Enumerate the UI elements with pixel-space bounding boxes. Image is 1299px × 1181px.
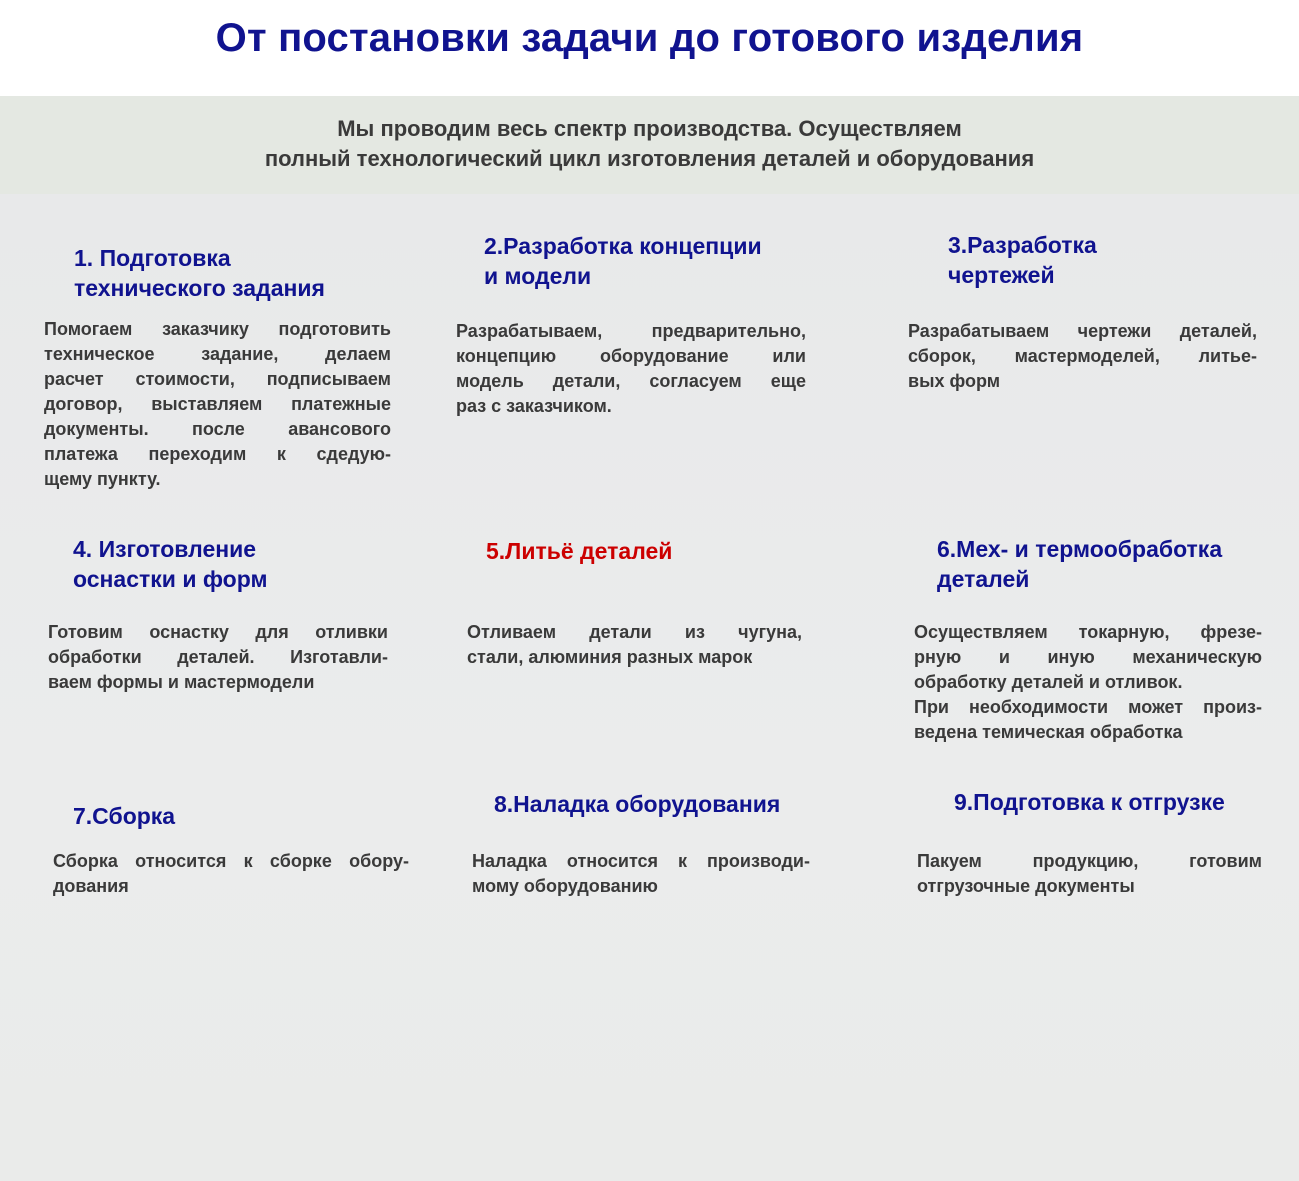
step-title-line: 9.Подготовка к отгрузке — [954, 789, 1225, 815]
step-text-line: Отливаем детали из чугуна, — [467, 622, 802, 642]
step-title-line: 7.Сборка — [73, 803, 176, 829]
step-1-text — [44, 317, 391, 492]
step-text-line: платежа переходим к сдедую- — [44, 444, 391, 464]
page-title: От постановки задачи до готового изделия — [215, 16, 1084, 60]
step-text-line: ведена темическая обработка — [914, 722, 1183, 742]
step-text-line: Разрабатываем чертежи деталей, — [908, 321, 1257, 341]
step-text-line: раз с заказчиком. — [456, 396, 612, 416]
step-text-line: расчет стоимости, подписываем — [44, 369, 391, 389]
step-title-line: 1. Подготовка — [74, 245, 231, 271]
step-6-text — [914, 620, 1262, 745]
step-text-line: концепцию оборудование или — [456, 346, 806, 366]
step-3-title — [948, 230, 1097, 290]
step-title-line: 5.Литьё деталей — [486, 538, 673, 564]
intro-text — [0, 114, 1299, 174]
step-text-line: сборок, мастермоделей, литье- — [908, 346, 1257, 366]
step-text-line: договор, выставляем платежные — [44, 394, 391, 414]
step-title-line: чертежей — [948, 262, 1055, 288]
step-7-title — [73, 801, 175, 831]
intro-line: полный технологический цикл изготовления деталей и оборудования — [264, 146, 1035, 171]
step-text-line: стали, алюминия разных марок — [467, 647, 753, 667]
step-title-line: деталей — [937, 566, 1030, 592]
step-7-text — [53, 849, 409, 899]
step-4-title — [73, 534, 267, 594]
step-title-line: 3.Разработка — [948, 232, 1097, 258]
step-9-text — [917, 849, 1262, 899]
step-title-line: 2.Разработка концепции — [484, 233, 762, 259]
step-text-line: Помогаем заказчику подготовить — [44, 319, 391, 339]
step-text-line: ваем формы и мастермодели — [48, 672, 315, 692]
step-text-line: Сборка относится к сборке обору- — [53, 851, 409, 871]
intro-line: Мы проводим весь спектр производства. Осуществляем — [337, 116, 962, 141]
step-title-line: 4. Изготовление — [73, 536, 257, 562]
step-title-line: оснастки и форм — [73, 566, 268, 592]
step-text-line: щему пункту. — [44, 469, 161, 489]
step-6-title — [937, 534, 1222, 594]
step-text-line: обработки деталей. Изготавли- — [48, 647, 388, 667]
step-8-text — [472, 849, 810, 899]
step-text-line: вых форм — [908, 371, 1001, 391]
step-text-line: Готовим оснастку для отливки — [48, 622, 388, 642]
step-text-line: Пакуем продукцию, готовим — [917, 851, 1262, 871]
step-text-line: документы. после авансового — [44, 419, 391, 439]
step-4-text — [48, 620, 388, 695]
step-text-line: При необходимости может произ- — [914, 697, 1262, 717]
step-text-line: Осуществляем токарную, фрезе- — [914, 622, 1262, 642]
step-text-line: отгрузочные документы — [917, 876, 1135, 896]
step-3-text — [908, 319, 1257, 394]
step-text-line: техническое задание, делаем — [44, 344, 391, 364]
step-text-line: Разрабатываем, предварительно, — [456, 321, 806, 341]
step-title-line: 6.Мех- и термообработка — [937, 536, 1223, 562]
step-text-line: Наладка относится к производи- — [472, 851, 810, 871]
step-5-title — [486, 536, 672, 566]
step-title-line: технического задания — [74, 275, 325, 301]
step-5-text — [467, 620, 802, 670]
step-2-text — [456, 319, 806, 419]
step-text-line: обработку деталей и отливок. — [914, 672, 1183, 692]
step-1-title — [74, 243, 325, 303]
step-text-line: модель детали, согласуем еще — [456, 371, 806, 391]
step-8-title — [494, 789, 780, 819]
step-2-title — [484, 231, 762, 291]
step-title-line: и модели — [484, 263, 592, 289]
step-text-line: рную и иную механическую — [914, 647, 1262, 667]
step-9-title — [954, 787, 1225, 817]
step-text-line: мому оборудованию — [472, 876, 658, 896]
step-text-line: дования — [53, 876, 129, 896]
step-title-line: 8.Наладка оборудования — [494, 791, 781, 817]
